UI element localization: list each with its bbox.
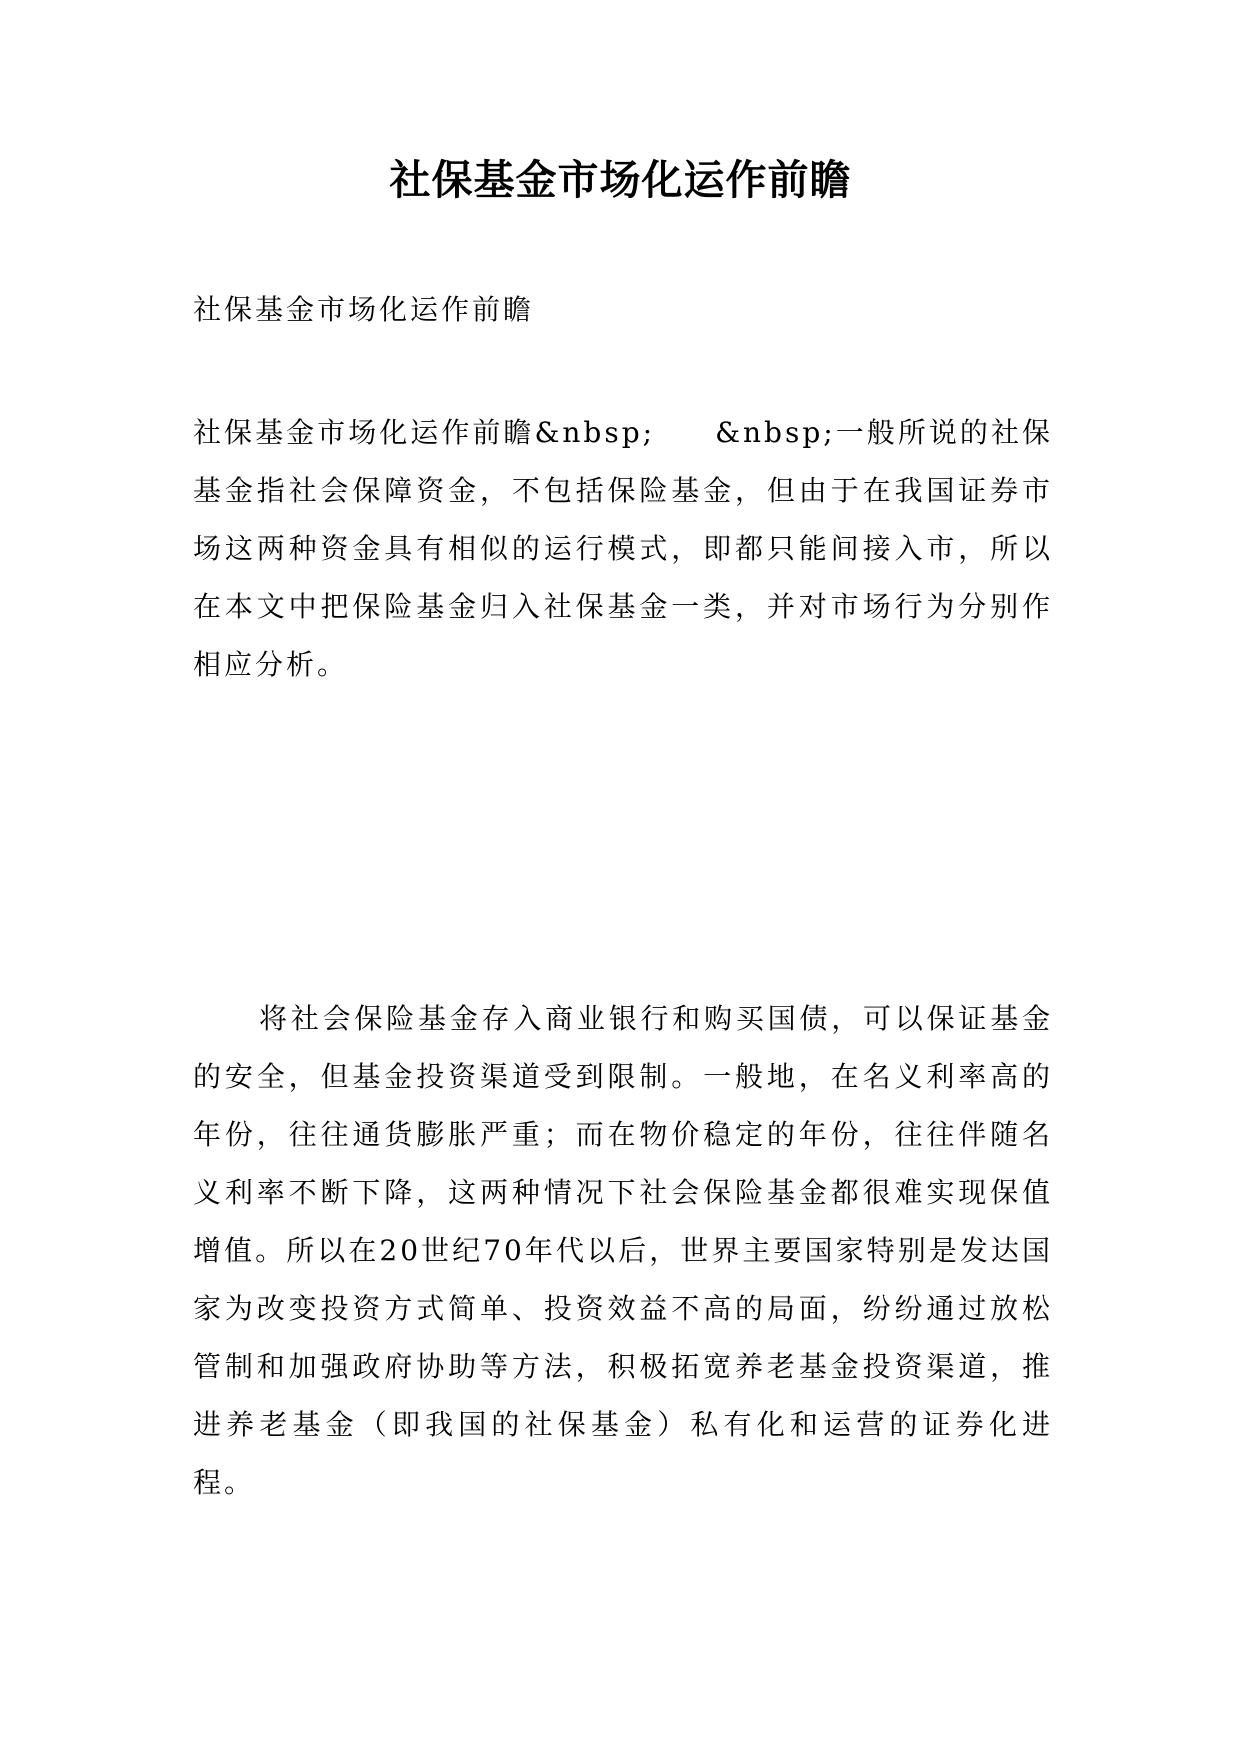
- document-subtitle: 社保基金市场化运作前瞻: [193, 293, 535, 326]
- paragraph-intro: [193, 404, 1053, 694]
- paragraph-intro-rest: &nbsp;一般所说的社保基金指社会保障资金，不包括保险基金，但由于在我国证券市场这两种资金具有相似的运行模式，即都只能间接入市，所以在本文中把保险基金归入社保基金一类，并对市场行为分别作相应分析。: [193, 416, 1054, 681]
- paragraph-intro-lead: 社保基金市场化运作前瞻&nbsp;: [193, 416, 656, 449]
- paragraph-investment: 将社会保险基金存入商业银行和购买国债，可以保证基金的安全，但基金投资渠道受到限制。一般地，在名义利率高的年份，往往通货膨胀严重；而在物价稳定的年份，往往伴随名义利率不断下降，这两种情况下社会保险基金都很难实现保值增值。所以在20世纪70年代以后，世界主要国家特别是发达国家为改变投资方式简单、投资效益不高的局面，纷纷通过放松管制和加强政府协助等方法，积极拓宽养老基金投资渠道，推进养老基金（即我国的社保基金）私有化和运营的证券化进程。: [193, 1002, 1053, 1499]
- document-title: 社保基金市场化运作前瞻: [389, 156, 852, 204]
